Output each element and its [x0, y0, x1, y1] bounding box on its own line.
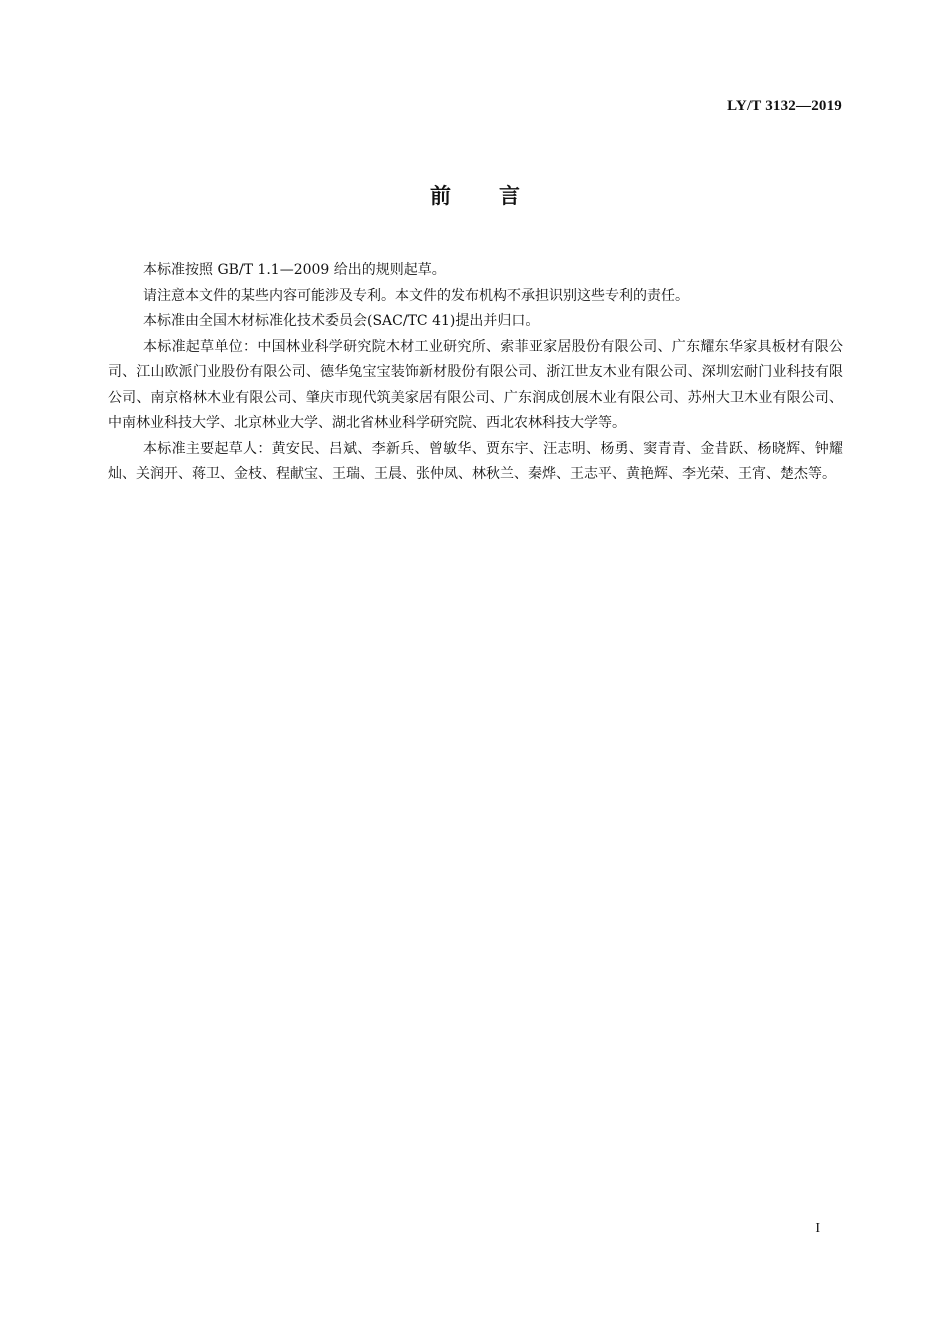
paragraph-patent-notice: 请注意本文件的某些内容可能涉及专利。本文件的发布机构不承担识别这些专利的责任。 [143, 287, 689, 304]
paragraph-proposing-committee: 本标准由全国木材标准化技术委员会(SAC/TC 41)提出并归口。 [143, 313, 540, 329]
paragraph-drafting-units: 本标准起草单位：中国林业科学研究院木材工业研究所、索菲亚家居股份有限公司、广东耀东华家具板材有限公司、江山欧派门业股份有限公司、德华兔宝宝装饰新材股份有限公司、浙江世友木业有限公司、深圳宏耐门业科技有限公司、南京格林木业有限公司、肇庆市现代筑美家居有限公司、广东润成创展木业有限公司、苏州大卫木业有限公司、中南林业科技大学、北京林业大学、湖北省林业科学研究院、西北农林科技大学等。 [108, 338, 843, 431]
page-number: I [815, 1221, 820, 1236]
paragraph-drafting-rules: 本标准按照 GB/T 1.1—2009 给出的规则起草。 [143, 262, 446, 278]
paragraph-main-drafters: 本标准主要起草人：黄安民、吕斌、李新兵、曾敏华、贾东宇、汪志明、杨勇、窦青青、金昔跃、杨晓辉、钟耀灿、关润开、蒋卫、金枝、程献宝、王瑞、王晨、张仲凤、林秋兰、秦烨、王志平、黄艳辉、李光荣、王宵、楚杰等。 [108, 440, 843, 482]
page-title: 前言 [430, 184, 568, 208]
foreword-body [108, 258, 843, 488]
standard-code: LY/T 3132—2019 [727, 98, 842, 114]
